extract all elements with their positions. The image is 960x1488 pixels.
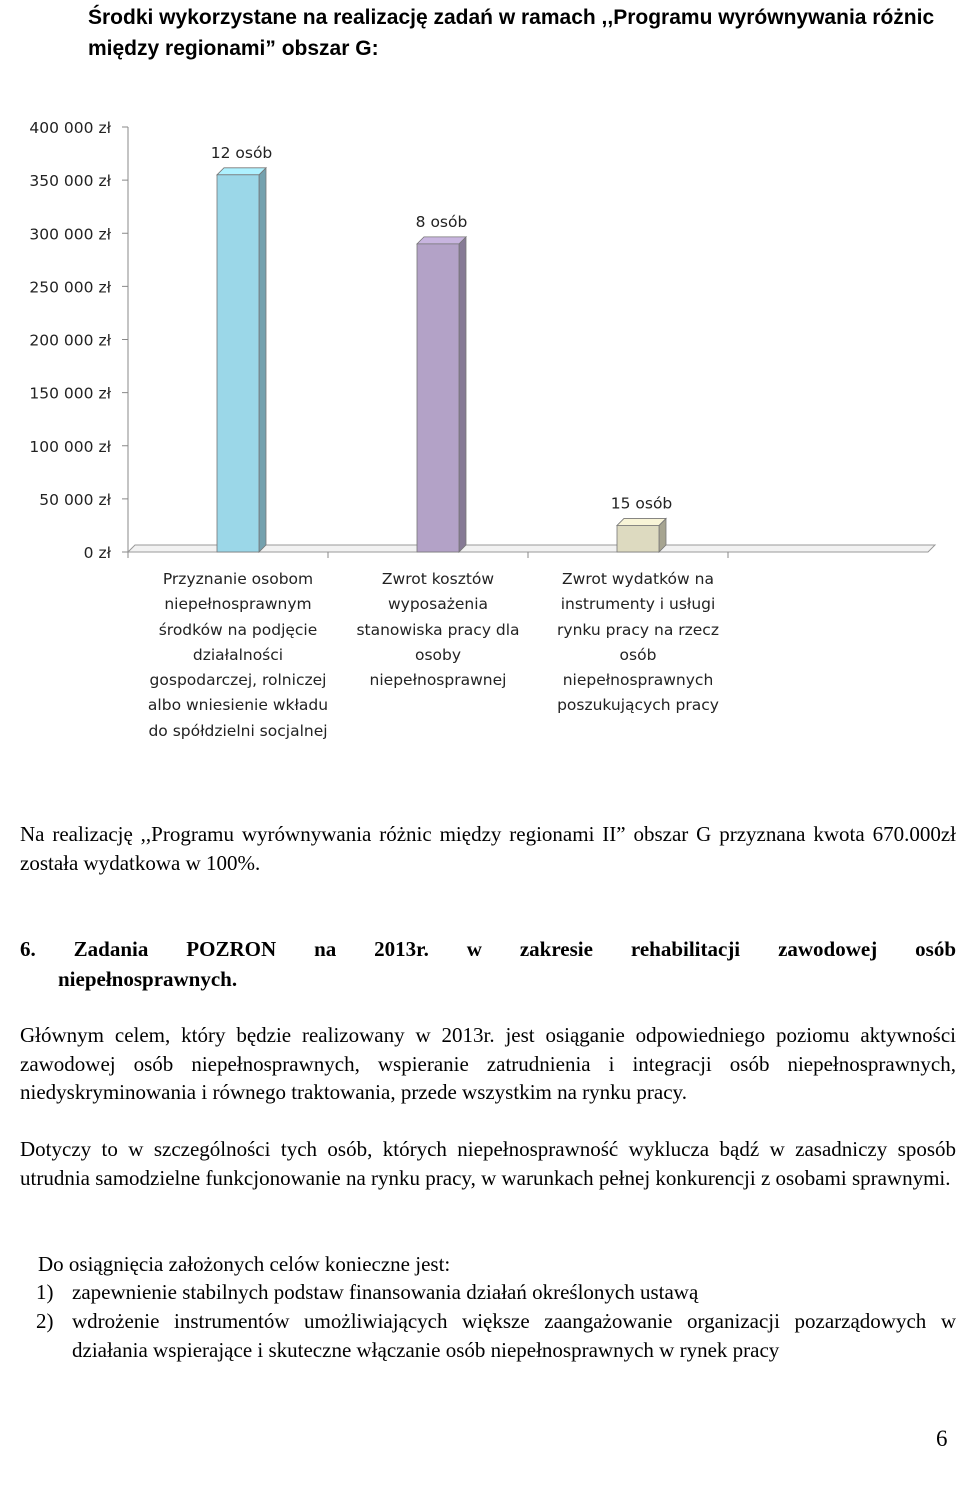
- category-label: [138, 567, 338, 744]
- y-tick-label: 200 000 zł: [29, 331, 111, 350]
- category-label: [538, 567, 738, 719]
- y-tick-label: 150 000 zł: [29, 384, 111, 403]
- category-label: [338, 567, 538, 693]
- y-tick-label: 400 000 zł: [29, 119, 111, 137]
- list-item-number: 2): [36, 1309, 54, 1333]
- bar-top: [617, 518, 666, 525]
- category-label-line: działalności: [192, 645, 284, 664]
- bar-side: [459, 237, 466, 552]
- page-number: 6: [936, 1426, 948, 1451]
- category-label-line: instrumenty i usługi: [560, 595, 716, 614]
- category-label-line: do spółdzielni socjalnej: [148, 721, 328, 740]
- category-label-line: stanowiska pracy dla: [356, 620, 520, 639]
- paragraph-program-summary: Na realizację ,,Programu wyrównywania różnic między regionami II” obszar G przyznana kwota 670.000zł została wydatkowa w 100%.: [20, 822, 956, 875]
- paragraph-scope: Dotyczy to w szczególności tych osób, których niepełnosprawność wyklucza bądź w zasadniczy sposób utrudnia samodzielne funkcjonowanie na rynku pracy, w warunkach pełnej konkurencji z osobami sprawnymi.: [20, 1137, 956, 1190]
- category-label-line: gospodarczej, rolniczej: [149, 671, 327, 690]
- category-label-line: albo wniesienie wkładu: [147, 696, 329, 715]
- bar-front: [217, 175, 259, 552]
- list-item-text: wdrożenie instrumentów umożliwiających większe zaangażowanie organizacji pozarządowych w działania wspierające i skuteczne włączanie osób niepełnosprawnych w rynek pracy: [72, 1309, 956, 1362]
- bar: [417, 237, 466, 552]
- category-label-line: rynku pracy na rzecz: [557, 620, 719, 639]
- category-label-line: Przyznanie osobom: [162, 570, 314, 588]
- category-label-line: Zwrot kosztów: [381, 570, 495, 588]
- category-label-line: środków na podjęcie: [158, 620, 318, 639]
- list-item-text: zapewnienie stabilnych podstaw finansowania działań określonych ustawą: [72, 1280, 699, 1304]
- bar-data-label: 8 osób: [415, 212, 468, 231]
- category-label-line: poszukujących pracy: [557, 696, 719, 715]
- list-item-number: 1): [36, 1280, 54, 1304]
- category-label-line: osoby: [414, 645, 462, 664]
- bar-data-label: 12 osób: [210, 143, 273, 162]
- category-label-line: Zwrot wydatków na: [562, 570, 714, 588]
- list-intro: Do osiągnięcia założonych celów konieczne jest:: [38, 1252, 451, 1276]
- bar-front: [617, 525, 659, 552]
- chart-heading: Środki wykorzystane na realizację zadań w ramach ,,Programu wyrównywania różnic między regionami” obszar G:: [88, 6, 935, 60]
- bar-data-label: 15 osób: [610, 494, 673, 513]
- category-label-line: osób: [619, 645, 657, 664]
- y-tick-label: 350 000 zł: [29, 172, 111, 191]
- y-tick-label: 250 000 zł: [29, 278, 111, 297]
- y-tick-label: 100 000 zł: [29, 437, 111, 456]
- category-label-line: niepełnosprawnym: [164, 595, 312, 614]
- y-tick-label: 0 zł: [83, 544, 111, 562]
- category-label-line: niepełnosprawnych: [562, 671, 714, 690]
- bar-top: [417, 237, 466, 244]
- y-tick-label: 50 000 zł: [39, 490, 111, 509]
- section-heading: 6. Zadania POZRON na 2013r. w zakresie rehabilitacji zawodowej osób: [20, 937, 956, 961]
- bar: [617, 518, 666, 552]
- bar: [217, 168, 266, 552]
- section-heading-continuation: niepełnosprawnych.: [58, 967, 238, 991]
- bar-front: [417, 244, 459, 552]
- paragraph-main-goal: Głównym celem, który będzie realizowany w 2013r. jest osiąganie odpowiedniego poziomu aktywności zawodowej osób niepełnosprawnych, wspieranie zatrudnienia i integracji osób niepełnosprawnych, niedyskryminowania i równego traktowania, przede wszystkim na rynku pracy.: [20, 1023, 956, 1104]
- y-tick-label: 300 000 zł: [29, 225, 111, 244]
- bar-top: [217, 168, 266, 175]
- category-label-line: niepełnosprawnej: [369, 671, 507, 690]
- bar-side: [259, 168, 266, 552]
- category-label-line: wyposażenia: [387, 595, 489, 614]
